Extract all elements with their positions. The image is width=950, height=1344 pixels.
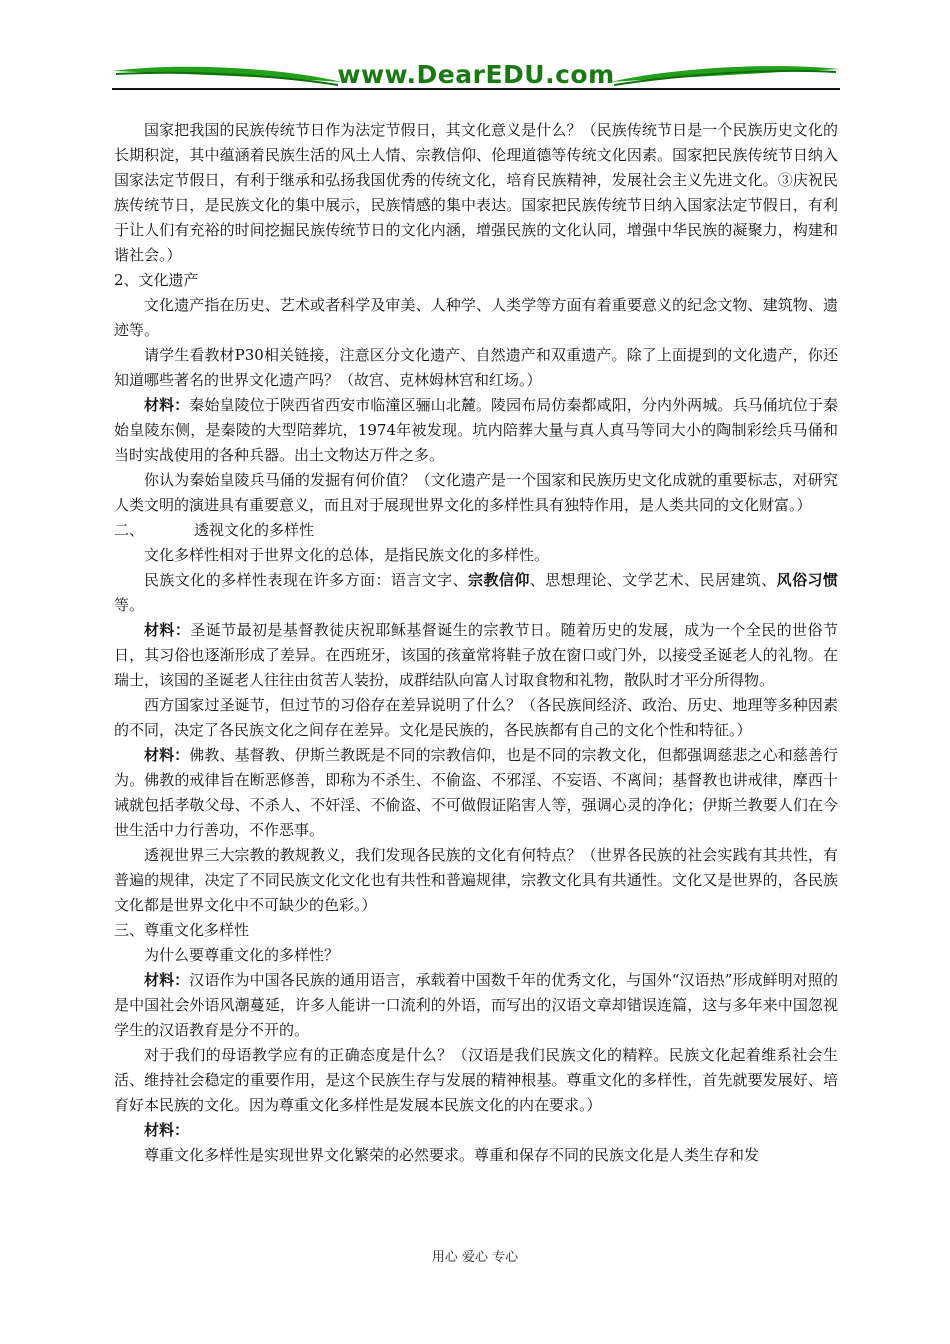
- material-paragraph: [114, 968, 838, 1043]
- site-logo-text[interactable]: www.DearEDU.com: [337, 60, 615, 89]
- material-label: 材料：: [144, 396, 190, 414]
- material-paragraph: [114, 743, 838, 843]
- paragraph: 为什么要尊重文化的多样性？: [144, 946, 340, 964]
- section-heading: 三、尊重文化多样性: [114, 921, 250, 939]
- section-heading: 2、文化遗产: [114, 271, 199, 289]
- paragraph: [114, 568, 838, 618]
- emphasis-text: 宗教信仰: [468, 571, 530, 589]
- material-text: 圣诞节最初是基督教徒庆祝耶稣基督诞生的宗教节日。随着历史的发展，成为一个全民的世俗节日，其习俗也逐渐形成了差异。在西班牙，该国的孩童常将鞋子放在窗口或门外，以接受圣诞老人的礼物。在瑞士，该国的圣诞老人往往由贫苦人装扮，成群结队向富人讨取食物和礼物，散队时才平分所得物。: [114, 621, 838, 689]
- section-heading: [114, 518, 838, 543]
- material-paragraph: [114, 393, 838, 468]
- material-label: 材料：: [144, 1121, 190, 1139]
- material-label: 材料：: [144, 971, 190, 989]
- emphasis-text: 风俗习惯: [776, 571, 838, 589]
- paragraph: 尊重文化多样性是实现世界文化繁荣的必然要求。尊重和保存不同的民族文化是人类生存和发: [144, 1146, 760, 1164]
- paragraph: 对于我们的母语教学应有的正确态度是什么？（汉语是我们民族文化的精粹。民族文化起着维系社会生活、维持社会稳定的重要作用，是这个民族生存与发展的精神根基。尊重文化的多样性，首先就要发展好、培育好本民族的文化。因为尊重文化多样性是发展本民族文化的内在要求。）: [114, 1046, 838, 1114]
- text-run: 民族文化的多样性表现在许多方面：语言文字、: [144, 571, 469, 589]
- text-run: 、思想理论、文学艺术、民居建筑、: [529, 571, 777, 589]
- paragraph: 文化多样性相对于世界文化的总体，是指民族文化的多样性。: [144, 546, 550, 564]
- page-footer: 用心 爱心 专心: [431, 1250, 519, 1265]
- material-paragraph: [114, 618, 838, 693]
- paragraph: 西方国家过圣诞节，但过节的习俗存在差异说明了什么？（各民族间经济、政治、历史、地理等多种因素的不同，决定了各民族文化之间存在差异。文化是民族的，各民族都有自己的文化个性和特征。）: [114, 696, 838, 739]
- paragraph: 文化遗产指在历史、艺术或者科学及审美、人种学、人类学等方面有着重要意义的纪念文物、建筑物、遗迹等。: [114, 296, 838, 339]
- paragraph: 国家把我国的民族传统节日作为法定节假日，其文化意义是什么？（民族传统节日是一个民族历史文化的长期积淀，其中蕴涵着民族生活的风土人情、宗教信仰、伦理道德等传统文化因素。国家把民族传统节日纳入国家法定节假日，有利于继承和弘扬我国优秀的传统文化，培育民族精神，发展社会主义先进文化。③庆祝民族传统节日，是民族文化的集中展示，民族情感的集中表达。国家把民族传统节日纳入国家法定节假日，有利于让人们有充裕的时间挖掘民族传统节日的文化内涵，增强民族的文化认同，增强中华民族的凝聚力，构建和谐社会。）: [114, 121, 838, 264]
- site-header-banner: [112, 58, 840, 98]
- material-label: 材料：: [144, 621, 191, 639]
- material-text: 汉语作为中国各民族的通用语言，承载着中国数千年的优秀文化，与国外“汉语热”形成鲜明对照的是中国社会外语风潮蔓延，许多人能讲一口流利的外语，而写出的汉语文章却错误连篇，这与多年来中国忽视学生的汉语教育是分不开的。: [114, 971, 838, 1039]
- material-label: 材料：: [144, 746, 190, 764]
- document-body: [114, 118, 838, 1168]
- paragraph: 你认为秦始皇陵兵马俑的发掘有何价值？（文化遗产是一个国家和民族历史文化成就的重要标志，对研究人类文明的演进具有重要意义，而且对于展现世界文化的多样性具有独特作用，是人类共同的文化财富。）: [114, 471, 838, 514]
- material-text: 秦始皇陵位于陕西省西安市临潼区骊山北麓。陵园布局仿秦都咸阳，分内外两城。兵马俑坑位于秦始皇陵东侧，是秦陵的大型陪葬坑，1974年被发现。坑内陪葬大量与真人真马等同大小的陶制彩绘兵马俑和当时实战使用的各种兵器。出土文物达万件之多。: [114, 396, 838, 464]
- material-paragraph: [114, 1118, 838, 1143]
- text-run: 等。: [114, 596, 145, 614]
- material-text: 佛教、基督教、伊斯兰教既是不同的宗教信仰，也是不同的宗教文化，但都强调慈悲之心和慈善行为。佛教的戒律旨在断恶修善，即称为不杀生、不偷盗、不邪淫、不妄语、不离间；基督教也讲戒律，摩西十诫就包括孝敬父母、不杀人、不奸淫、不偷盗、不可做假证陷害人等，强调心灵的净化；伊斯兰教要人们在今世生活中力行善功，不作恶事。: [114, 746, 838, 839]
- section-number: 二、: [114, 521, 145, 539]
- section-title: 透视文化的多样性: [194, 521, 315, 539]
- paragraph: 透视世界三大宗教的教规教义，我们发现各民族的文化有何特点？（世界各民族的社会实践有其共性，有普遍的规律，决定了不同民族文化文化也有共性和普遍规律，宗教文化具有共通性。文化又是世界的，各民族文化都是世界文化中不可缺少的色彩。）: [114, 846, 838, 914]
- paragraph: 请学生看教材P30相关链接，注意区分文化遗产、自然遗产和双重遗产。除了上面提到的文化遗产，你还知道哪些著名的世界文化遗产吗？（故宫、克林姆林宫和红场。）: [114, 346, 838, 389]
